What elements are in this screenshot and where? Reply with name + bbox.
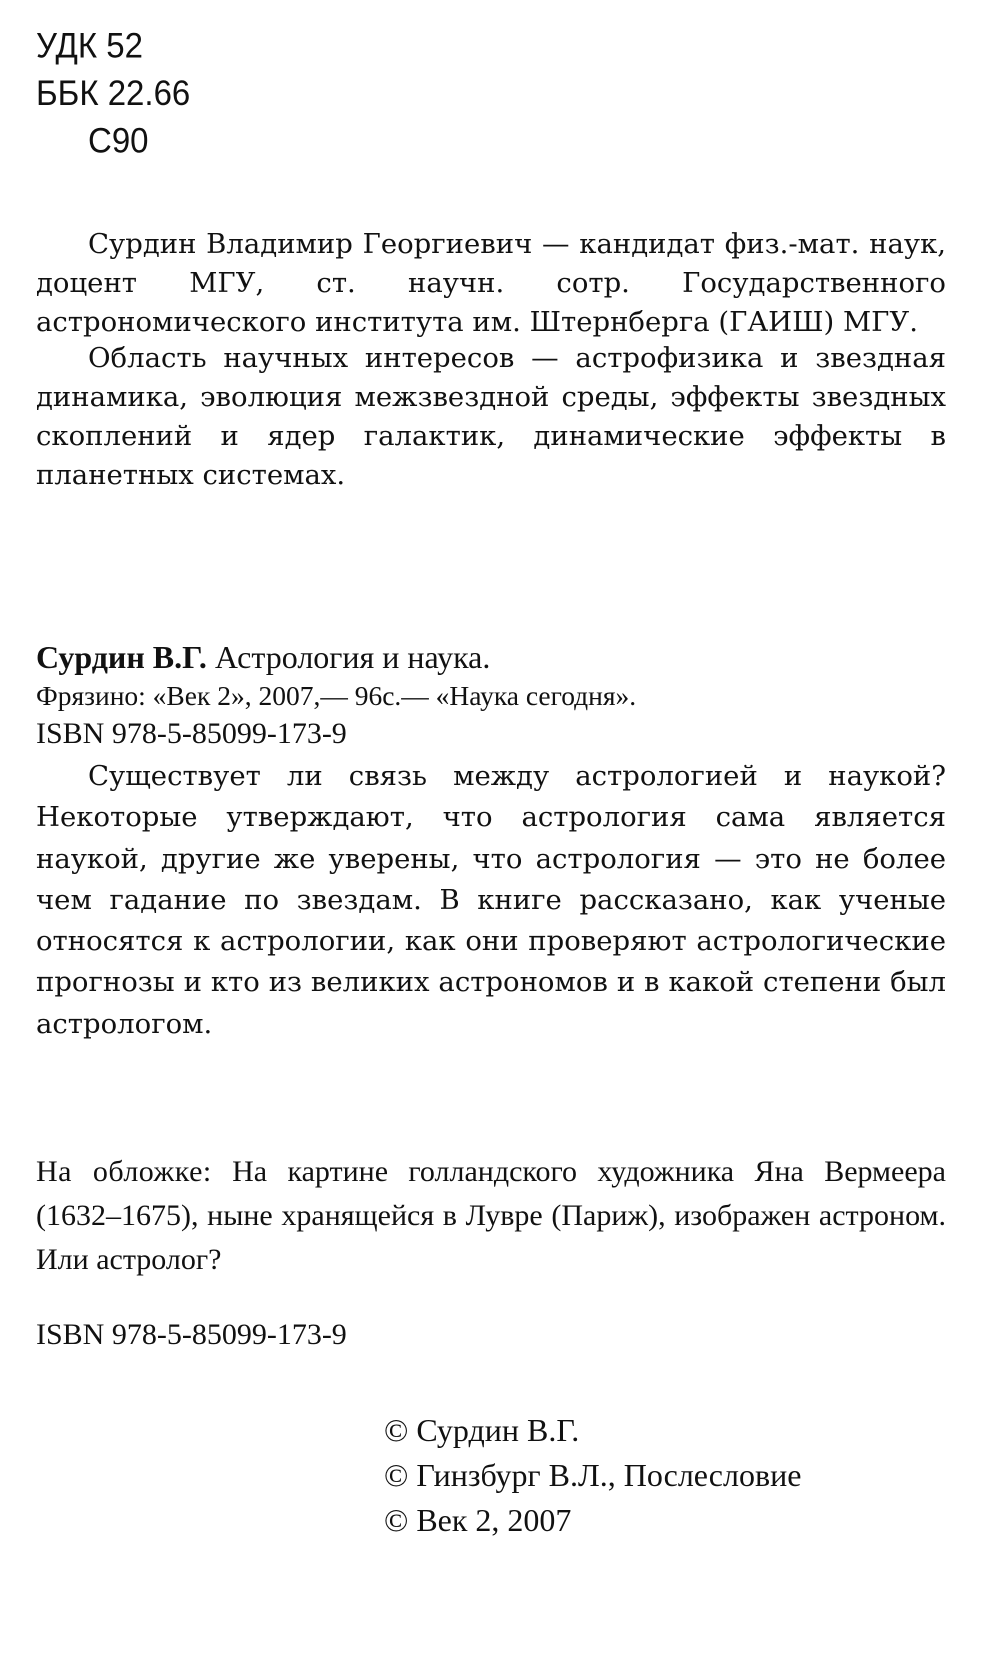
book-title-line — [36, 636, 946, 678]
author-bio — [36, 225, 946, 342]
book-title: Астрология и наука. — [214, 639, 491, 675]
research-interests — [36, 339, 946, 495]
cover-note-text: На картине голландского художника Яна Вермеера (1632–1675), ныне хранящейся в Лувре (Париж), изображен астроном. Или астролог? — [36, 1155, 946, 1276]
bibliographic-record — [36, 636, 946, 754]
author-bio-text: Сурдин Владимир Георгиевич — кандидат физ.-мат. наук, доцент МГУ, ст. научн. сотр. Государственного астрономического института им. Штернберга (ГАИШ) МГУ. — [36, 228, 946, 338]
isbn-bottom: ISBN 978-5-85099-173-9 — [36, 1318, 347, 1351]
classification-block — [36, 22, 190, 165]
copyright-line: © Гинзбург В.Л., Послесловие — [384, 1457, 802, 1493]
copyright-line: © Сурдин В.Г. — [384, 1412, 580, 1448]
copyright-block — [384, 1408, 801, 1543]
cover-note — [36, 1150, 946, 1282]
book-abstract-text: Существует ли связь между астрологией и наукой? Некоторые утверждают, что астрология сама является наукой, другие же уверены, что астрология — это не более чем гадание по звездам. В книге рассказано, как ученые относятся к астрологии, как они проверяют астрологические прогнозы и кто из великих астрономов и в какой степени был астрологом. — [36, 760, 946, 1040]
udk-code: УДК 52 — [36, 25, 143, 66]
author-mark: С90 — [88, 120, 149, 161]
bbk-code: ББК 22.66 — [36, 72, 191, 113]
book-author: Сурдин В.Г. — [36, 639, 207, 675]
book-abstract — [36, 756, 946, 1045]
isbn-record: ISBN 978-5-85099-173-9 — [36, 717, 347, 750]
publication-info: Фрязино: «Век 2», 2007,— 96с.— «Наука сегодня». — [36, 680, 637, 711]
cover-note-label: На обложке: — [36, 1155, 212, 1188]
research-interests-text: Область научных интересов — астрофизика и звездная динамика, эволюция межзвездной среды, эффекты звездных скоплений и ядер галактик, динамические эффекты в планетных системах. — [36, 342, 946, 491]
copyright-line: © Век 2, 2007 — [384, 1502, 572, 1538]
